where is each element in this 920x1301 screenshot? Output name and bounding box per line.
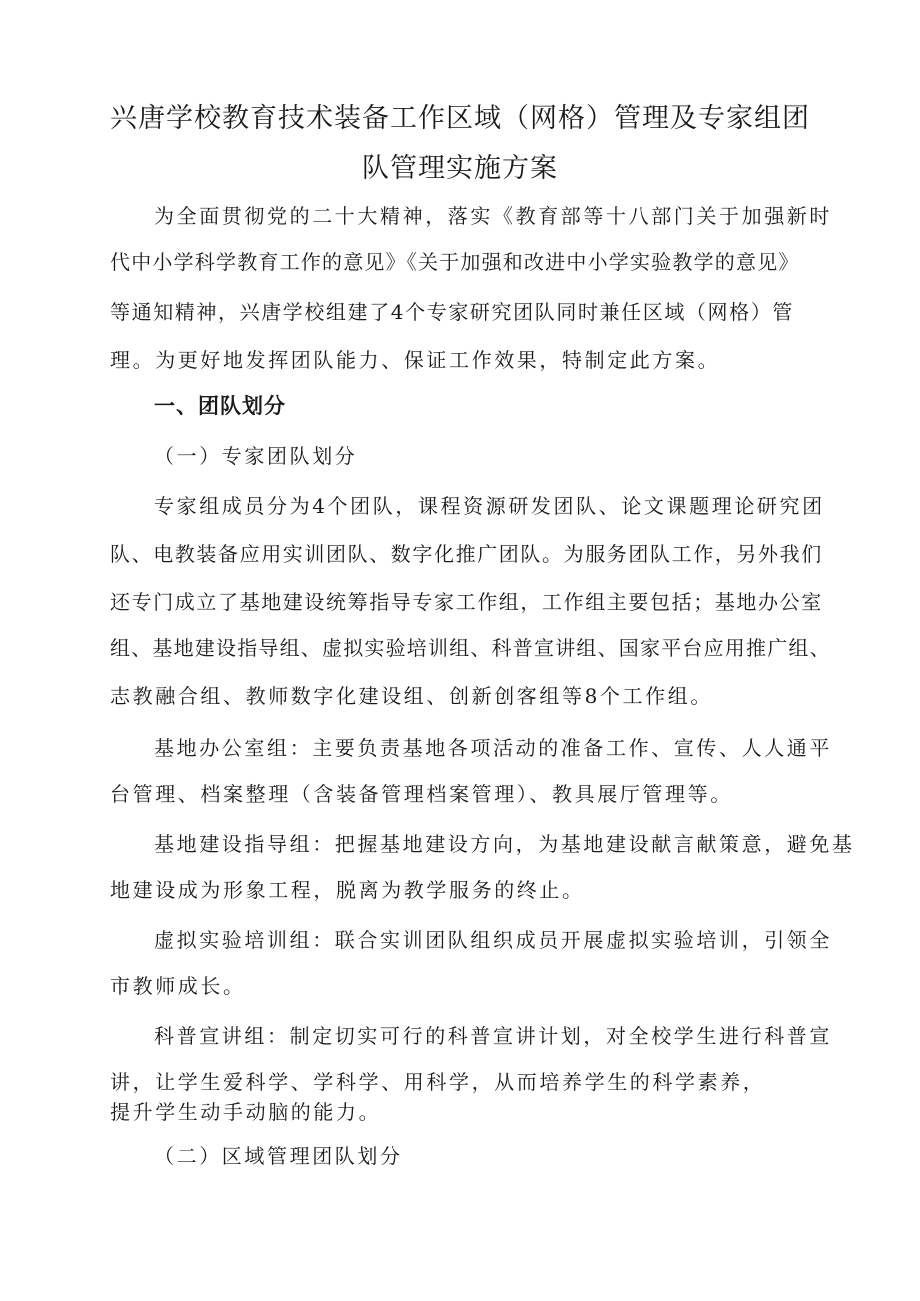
paragraph-line: 队、电教装备应用实训团队、数字化推广团队。为服务团队工作，另外我们 [110, 542, 823, 566]
paragraph-line: 提升学生动手动脑的能力。 [110, 1100, 382, 1124]
paragraph-line: 台管理、档案整理（含装备管理档案管理）、教具展厅管理等。 [110, 782, 733, 806]
paragraph-line: 地建设成为形象工程，脱离为教学服务的终止。 [110, 878, 585, 902]
document-title-line-2: 队管理实施方案 [362, 153, 558, 184]
paragraph-line: 科普宣讲组：制定切实可行的科普宣讲计划，对全校学生进行科普宣 [154, 1024, 832, 1048]
paragraph-line: 专家组成员分为4个团队，课程资源研发团队、论文课题理论研究团 [154, 494, 825, 518]
intro-line: 理。为更好地发挥团队能力、保证工作效果，特制定此方案。 [110, 348, 721, 372]
intro-line: 等通知精神，兴唐学校组建了4个专家研究团队同时兼任区域（网格）管 [110, 300, 794, 324]
paragraph-line: 志教融合组、教师数字化建设组、创新创客组等8个工作组。 [110, 684, 713, 708]
paragraph-line: 虚拟实验培训组：联合实训团队组织成员开展虚拟实验培训，引领全 [154, 928, 832, 952]
paragraph-line: 基地建设指导组：把握基地建设方向，为基地建设献言献策意，避免基 [154, 832, 855, 856]
paragraph-line: 组、基地建设指导组、虚拟实验培训组、科普宣讲组、国家平台应用推广组、 [110, 636, 831, 660]
intro-line: 代中小学科学教育工作的意见》《关于加强和改进中小学实验教学的意见》 [110, 250, 800, 274]
document-title-line-1: 兴唐学校教育技术装备工作区域（网格）管理及专家组团 [110, 103, 810, 134]
paragraph-line: 还专门成立了基地建设统筹指导专家工作组，工作组主要包括；基地办公室 [110, 590, 823, 614]
subsection-heading: （二）区域管理团队划分 [154, 1144, 403, 1168]
subsection-heading: （一）专家团队划分 [154, 444, 358, 468]
paragraph-line: 讲，让学生爱科学、学科学、用科学，从而培养学生的科学素养， [110, 1070, 766, 1094]
paragraph-line: 市教师成长。 [110, 974, 246, 998]
intro-line: 为全面贯彻党的二十大精神，落实《教育部等十八部门关于加强新时 [154, 204, 832, 228]
paragraph-line: 基地办公室组：主要负责基地各项活动的准备工作、宣传、人人通平 [154, 736, 832, 760]
section-heading: 一、团队划分 [154, 394, 286, 418]
